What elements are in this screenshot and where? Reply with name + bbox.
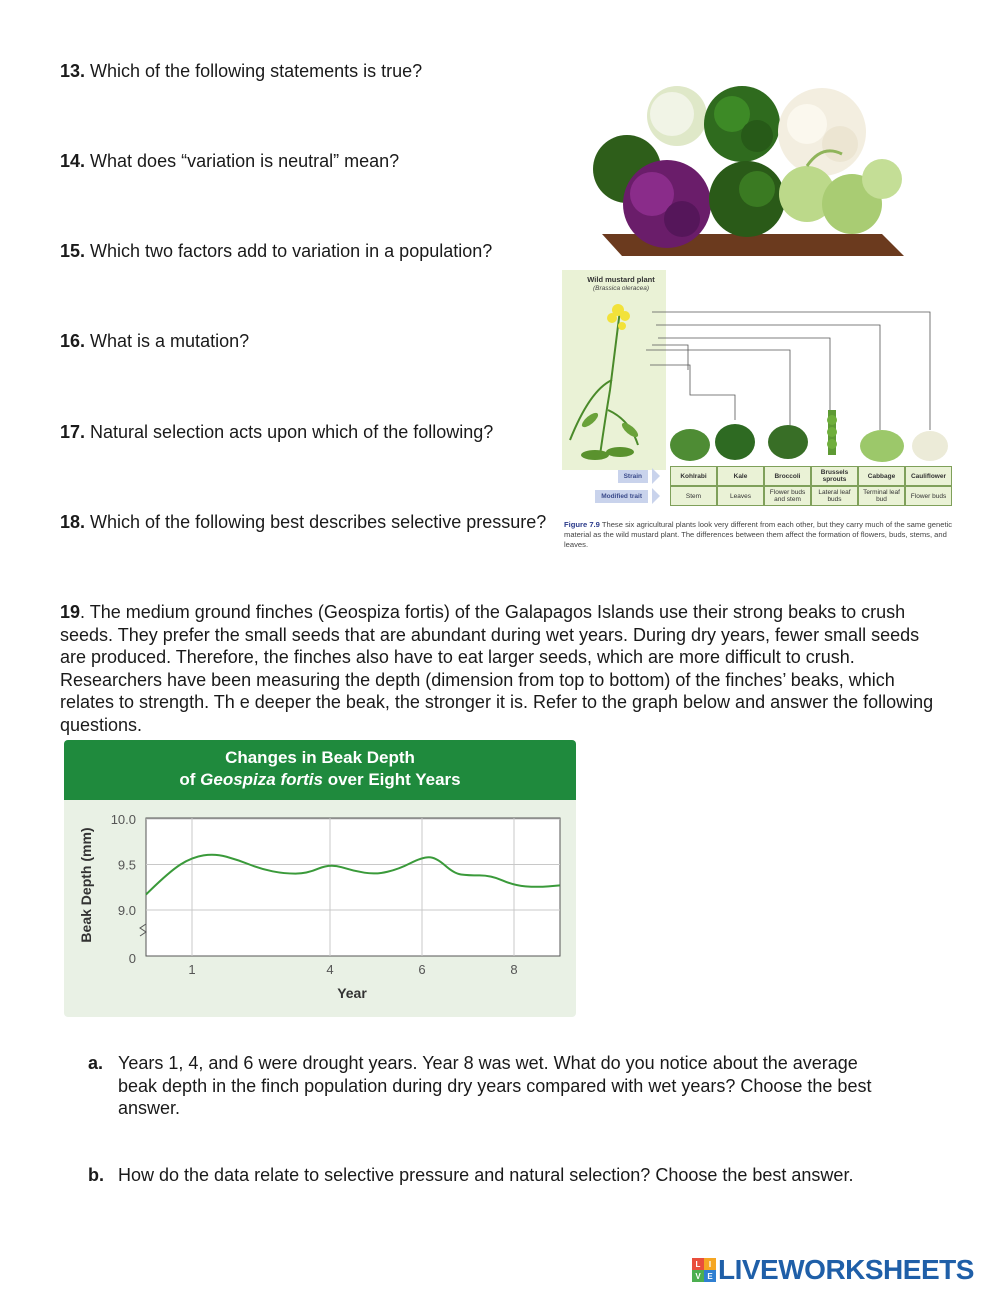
strain-row	[590, 466, 952, 486]
wild-mustard-figure	[560, 270, 952, 555]
sub-question-a	[88, 1052, 958, 1122]
y-tick-label: 9.5	[117, 857, 136, 873]
question-text: Which of the following statements is true?	[85, 61, 423, 81]
question-text: Natural selection acts upon which of the following?	[85, 422, 494, 442]
y-tick-label: 0	[128, 951, 136, 966]
y-axis-label: Beak Depth (mm)	[78, 827, 94, 943]
question-number: 16.	[60, 331, 86, 351]
question-14	[60, 150, 399, 172]
trait-cell: Flower buds	[905, 486, 952, 506]
x-axis-label: Year	[337, 985, 367, 1001]
y-tick-label: 9.0	[117, 903, 136, 918]
strain-cell: Kale	[717, 466, 764, 486]
chart-title-line2: of Geospiza fortis over Eight Years	[179, 770, 461, 789]
question-number: 15.	[60, 241, 86, 261]
question-19	[60, 601, 950, 737]
trait-cell: Flower buds and stem	[764, 486, 811, 506]
trait-cell: Terminal leaf bud	[858, 486, 905, 506]
question-15	[60, 240, 492, 262]
strain-cell: Broccoli	[764, 466, 811, 486]
text-line: beak depth in the finch population during dry years compared with wet years? Choose the best	[118, 1075, 872, 1096]
trait-label: Modified trait	[590, 488, 660, 504]
beak-depth-chart	[64, 740, 576, 1017]
sub-question-letter: a.	[88, 1053, 104, 1073]
strain-cell: Cabbage	[858, 466, 905, 486]
chart-plot	[64, 740, 576, 1017]
sub-question-text	[118, 1052, 871, 1120]
vegetables-photo	[582, 84, 904, 256]
text-line: answer.	[118, 1098, 181, 1119]
logo-mark-icon: L I V E	[692, 1258, 716, 1282]
strain-cell: Kohlrabi	[670, 466, 717, 486]
figure-title: Wild mustard plant	[587, 275, 655, 284]
trait-cell: Lateral leaf buds	[811, 486, 858, 506]
liveworksheets-logo	[692, 1252, 974, 1288]
x-tick-label: 6	[418, 962, 426, 977]
question-number: 18.	[60, 512, 86, 532]
strain-cell: Brussels sprouts	[811, 466, 858, 486]
question-text: What does “variation is neutral” mean?	[85, 151, 400, 171]
question-text: What is a mutation?	[85, 331, 250, 351]
trait-cell: Stem	[670, 486, 717, 506]
trait-row	[590, 486, 952, 506]
chart-title-line1: Changes in Beak Depth	[225, 748, 415, 767]
figure-subtitle: (Brassica oleracea)	[593, 285, 649, 292]
question-13	[60, 60, 422, 82]
sub-question-text	[118, 1164, 853, 1187]
question-16	[60, 330, 249, 352]
strain-label: Strain	[590, 468, 660, 484]
question-text: Which of the following best describes selective pressure?	[85, 512, 547, 532]
sub-question-letter: b.	[88, 1165, 104, 1185]
question-number: 17.	[60, 422, 86, 442]
logo-text: LIVEWORKSHEETS	[718, 1254, 974, 1285]
figure-caption: Figure 7.9 These six agricultural plants look very different from each other, but they carry much of the same genetic material as the wild mustard plant. The differences between them affect the formation of flowers, buds, stems, and leaves.	[564, 520, 953, 549]
question-number: 13.	[60, 61, 86, 81]
text-line: How do the data relate to selective pressure and natural selection? Choose the best answer.	[118, 1165, 854, 1185]
strain-cell: Cauliflower	[905, 466, 952, 486]
axis-break	[140, 924, 146, 936]
question-text: . The medium ground finches (Geospiza fortis) of the Galapagos Islands use their strong beaks to crush seeds. They prefer the small seeds that are abundant during wet years. During dry years, fewer small seeds are produced. Therefore, the finches also have to eat larger seeds, which are more difficult to crush. Researchers have been measuring the depth (dimension from top to bottom) of the finches’ beaks, which relates to strength. Th e deeper the beak, the stronger it is. Refer to the graph below and answer the following questions.	[60, 602, 934, 735]
question-18	[60, 511, 546, 533]
question-17	[60, 421, 493, 443]
sub-question-b	[88, 1164, 958, 1188]
plot-area	[146, 818, 560, 956]
question-number: 14.	[60, 151, 86, 171]
question-number: 19	[60, 602, 81, 622]
text-line: Years 1, 4, and 6 were drought years. Year 8 was wet. What do you notice about the average	[118, 1053, 858, 1073]
x-tick-label: 4	[326, 962, 334, 977]
y-tick-label: 10.0	[110, 812, 136, 827]
trait-cell: Leaves	[717, 486, 764, 506]
x-tick-label: 1	[188, 962, 196, 977]
x-tick-label: 8	[510, 962, 518, 977]
question-text: Which two factors add to variation in a population?	[85, 241, 493, 261]
figure-diagram	[560, 270, 952, 470]
